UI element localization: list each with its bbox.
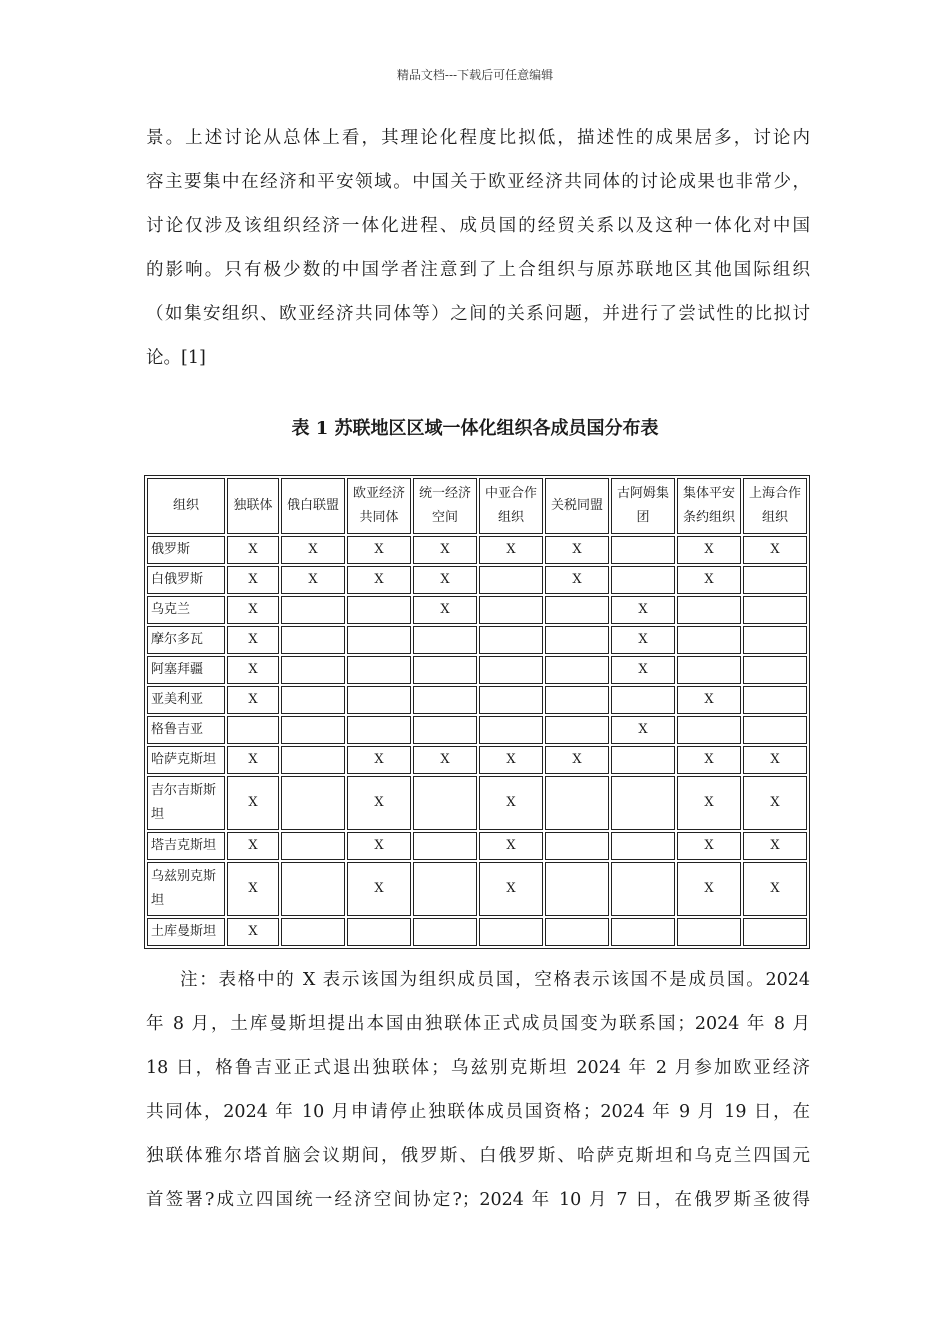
membership-cell <box>413 862 477 916</box>
membership-cell <box>677 656 741 684</box>
column-header: 组织 <box>147 478 225 534</box>
membership-cell <box>545 918 609 946</box>
column-header: 统一经济空间 <box>413 478 477 534</box>
membership-cell: X <box>413 746 477 774</box>
membership-cell <box>479 626 543 654</box>
country-cell: 乌克兰 <box>147 596 225 624</box>
membership-cell <box>281 832 345 860</box>
membership-cell <box>347 656 411 684</box>
country-cell: 塔吉克斯坦 <box>147 832 225 860</box>
country-cell: 阿塞拜疆 <box>147 656 225 684</box>
table-header <box>147 478 807 534</box>
table-row <box>147 746 807 774</box>
membership-cell: X <box>743 536 807 564</box>
membership-cell: X <box>281 536 345 564</box>
paragraph-intro <box>146 116 810 380</box>
membership-cell <box>479 686 543 714</box>
column-header: 上海合作组织 <box>743 478 807 534</box>
membership-cell: X <box>677 536 741 564</box>
text-line: 景。上述讨论从总体上看，其理论化程度比拟低，描述性的成果居多，讨论内 <box>146 128 810 148</box>
membership-cell: X <box>677 776 741 830</box>
text-line: 讨论仅涉及该组织经济一体化进程、成员国的经贸关系以及这种一体化对中国 <box>146 216 810 236</box>
paragraph-note <box>146 958 810 1222</box>
table-row <box>147 918 807 946</box>
table-row <box>147 832 807 860</box>
membership-cell <box>413 626 477 654</box>
text-line: 18 日，格鲁吉亚正式退出独联体；乌兹别克斯坦 2024 年 2 月参加欧亚经济 <box>146 1058 810 1078</box>
membership-table <box>144 475 810 949</box>
membership-cell: X <box>347 862 411 916</box>
text-line: 共同体，2024 年 10 月申请停止独联体成员国资格；2024 年 9 月 19 日，在 <box>146 1102 810 1122</box>
membership-cell: X <box>611 656 675 684</box>
membership-cell: X <box>227 686 279 714</box>
membership-cell: X <box>227 862 279 916</box>
membership-cell: X <box>479 832 543 860</box>
membership-cell <box>281 716 345 744</box>
membership-cell: X <box>227 596 279 624</box>
table-row <box>147 776 807 830</box>
membership-cell <box>479 566 543 594</box>
membership-cell: X <box>227 746 279 774</box>
membership-cell <box>611 918 675 946</box>
membership-cell: X <box>677 832 741 860</box>
column-header: 集体平安条约组织 <box>677 478 741 534</box>
membership-cell <box>545 716 609 744</box>
country-cell: 土库曼斯坦 <box>147 918 225 946</box>
membership-cell <box>479 918 543 946</box>
membership-cell <box>347 686 411 714</box>
membership-cell <box>281 686 345 714</box>
column-header: 独联体 <box>227 478 279 534</box>
membership-cell <box>611 776 675 830</box>
membership-cell <box>545 596 609 624</box>
membership-cell <box>413 832 477 860</box>
membership-cell: X <box>743 746 807 774</box>
membership-cell <box>611 566 675 594</box>
membership-cell <box>743 626 807 654</box>
text-line: 论。[1] <box>146 348 206 368</box>
text-line: 注：表格中的 X 表示该国为组织成员国，空格表示该国不是成员国。2024 <box>180 970 810 990</box>
membership-cell <box>281 862 345 916</box>
membership-cell <box>743 716 807 744</box>
membership-cell: X <box>227 626 279 654</box>
membership-cell: X <box>413 536 477 564</box>
membership-cell <box>545 686 609 714</box>
membership-cell <box>611 832 675 860</box>
table-row <box>147 716 807 744</box>
membership-cell <box>545 656 609 684</box>
country-cell: 白俄罗斯 <box>147 566 225 594</box>
membership-cell <box>743 656 807 684</box>
membership-cell <box>677 626 741 654</box>
membership-cell: X <box>227 776 279 830</box>
membership-cell <box>677 596 741 624</box>
column-header: 欧亚经济共同体 <box>347 478 411 534</box>
membership-cell <box>413 716 477 744</box>
membership-cell <box>347 596 411 624</box>
membership-cell: X <box>479 746 543 774</box>
table-body <box>147 536 807 946</box>
membership-cell <box>743 918 807 946</box>
membership-cell <box>281 596 345 624</box>
membership-cell: X <box>677 686 741 714</box>
membership-cell: X <box>347 832 411 860</box>
text-line: 容主要集中在经济和平安领域。中国关于欧亚经济共同体的讨论成果也非常少， <box>146 172 810 192</box>
membership-cell: X <box>413 596 477 624</box>
membership-cell <box>281 918 345 946</box>
membership-cell <box>611 686 675 714</box>
membership-cell <box>281 626 345 654</box>
page-header: 精品文档---下载后可任意编辑 <box>396 68 554 82</box>
membership-cell <box>413 686 477 714</box>
text-line: 独联体雅尔塔首脑会议期间，俄罗斯、白俄罗斯、哈萨克斯坦和乌克兰四国元 <box>146 1146 810 1166</box>
table-row <box>147 686 807 714</box>
membership-cell: X <box>227 918 279 946</box>
membership-cell <box>227 716 279 744</box>
membership-cell: X <box>743 776 807 830</box>
membership-cell: X <box>611 716 675 744</box>
text-line: 的影响。只有极少数的中国学者注意到了上合组织与原苏联地区其他国际组织 <box>146 260 810 280</box>
table-row <box>147 536 807 564</box>
country-cell: 吉尔吉斯斯坦 <box>147 776 225 830</box>
text-line: （如集安组织、欧亚经济共同体等）之间的关系问题，并进行了尝试性的比拟讨 <box>146 304 810 324</box>
country-cell: 格鲁吉亚 <box>147 716 225 744</box>
membership-cell: X <box>743 832 807 860</box>
membership-cell <box>479 656 543 684</box>
membership-cell: X <box>677 746 741 774</box>
membership-cell: X <box>347 746 411 774</box>
membership-cell <box>347 626 411 654</box>
table-row <box>147 626 807 654</box>
membership-cell: X <box>479 536 543 564</box>
membership-cell: X <box>227 656 279 684</box>
table-row <box>147 656 807 684</box>
membership-cell: X <box>227 832 279 860</box>
membership-cell <box>743 686 807 714</box>
membership-cell <box>545 776 609 830</box>
country-cell: 亚美利亚 <box>147 686 225 714</box>
membership-cell <box>281 656 345 684</box>
country-cell: 俄罗斯 <box>147 536 225 564</box>
membership-cell: X <box>413 566 477 594</box>
membership-cell: X <box>281 566 345 594</box>
membership-cell: X <box>677 862 741 916</box>
country-cell: 哈萨克斯坦 <box>147 746 225 774</box>
membership-cell: X <box>227 536 279 564</box>
country-cell: 乌兹别克斯坦 <box>147 862 225 916</box>
membership-cell: X <box>611 596 675 624</box>
membership-cell <box>611 746 675 774</box>
membership-cell <box>545 862 609 916</box>
membership-cell <box>743 566 807 594</box>
membership-cell <box>479 596 543 624</box>
text-line: 年 8 月，土库曼斯坦提出本国由独联体正式成员国变为联系国；2024 年 8 月 <box>146 1014 810 1034</box>
membership-cell <box>611 862 675 916</box>
table-row <box>147 862 807 916</box>
membership-cell <box>677 716 741 744</box>
membership-cell <box>479 716 543 744</box>
table-row <box>147 596 807 624</box>
membership-cell <box>545 832 609 860</box>
table-row <box>147 566 807 594</box>
table-caption: 表 1 苏联地区区域一体化组织各成员国分布表 <box>291 418 659 439</box>
membership-cell <box>347 918 411 946</box>
membership-cell: X <box>347 536 411 564</box>
membership-cell: X <box>479 862 543 916</box>
column-header: 中亚合作组织 <box>479 478 543 534</box>
country-cell: 摩尔多瓦 <box>147 626 225 654</box>
membership-cell: X <box>347 776 411 830</box>
column-header: 俄白联盟 <box>281 478 345 534</box>
membership-cell <box>413 776 477 830</box>
membership-cell <box>281 776 345 830</box>
membership-cell <box>413 656 477 684</box>
membership-cell: X <box>545 746 609 774</box>
membership-cell: X <box>227 566 279 594</box>
membership-cell <box>281 746 345 774</box>
membership-cell: X <box>743 862 807 916</box>
membership-cell <box>413 918 477 946</box>
membership-cell: X <box>611 626 675 654</box>
column-header: 古阿姆集团 <box>611 478 675 534</box>
membership-cell <box>347 716 411 744</box>
membership-cell: X <box>545 566 609 594</box>
membership-cell <box>743 596 807 624</box>
membership-cell: X <box>347 566 411 594</box>
membership-cell <box>545 626 609 654</box>
membership-cell: X <box>479 776 543 830</box>
membership-cell <box>611 536 675 564</box>
column-header: 关税同盟 <box>545 478 609 534</box>
text-line: 首签署?成立四国统一经济空间协定?；2024 年 10 月 7 日，在俄罗斯圣彼得 <box>146 1190 810 1210</box>
membership-cell: X <box>545 536 609 564</box>
membership-cell: X <box>677 566 741 594</box>
membership-cell <box>677 918 741 946</box>
